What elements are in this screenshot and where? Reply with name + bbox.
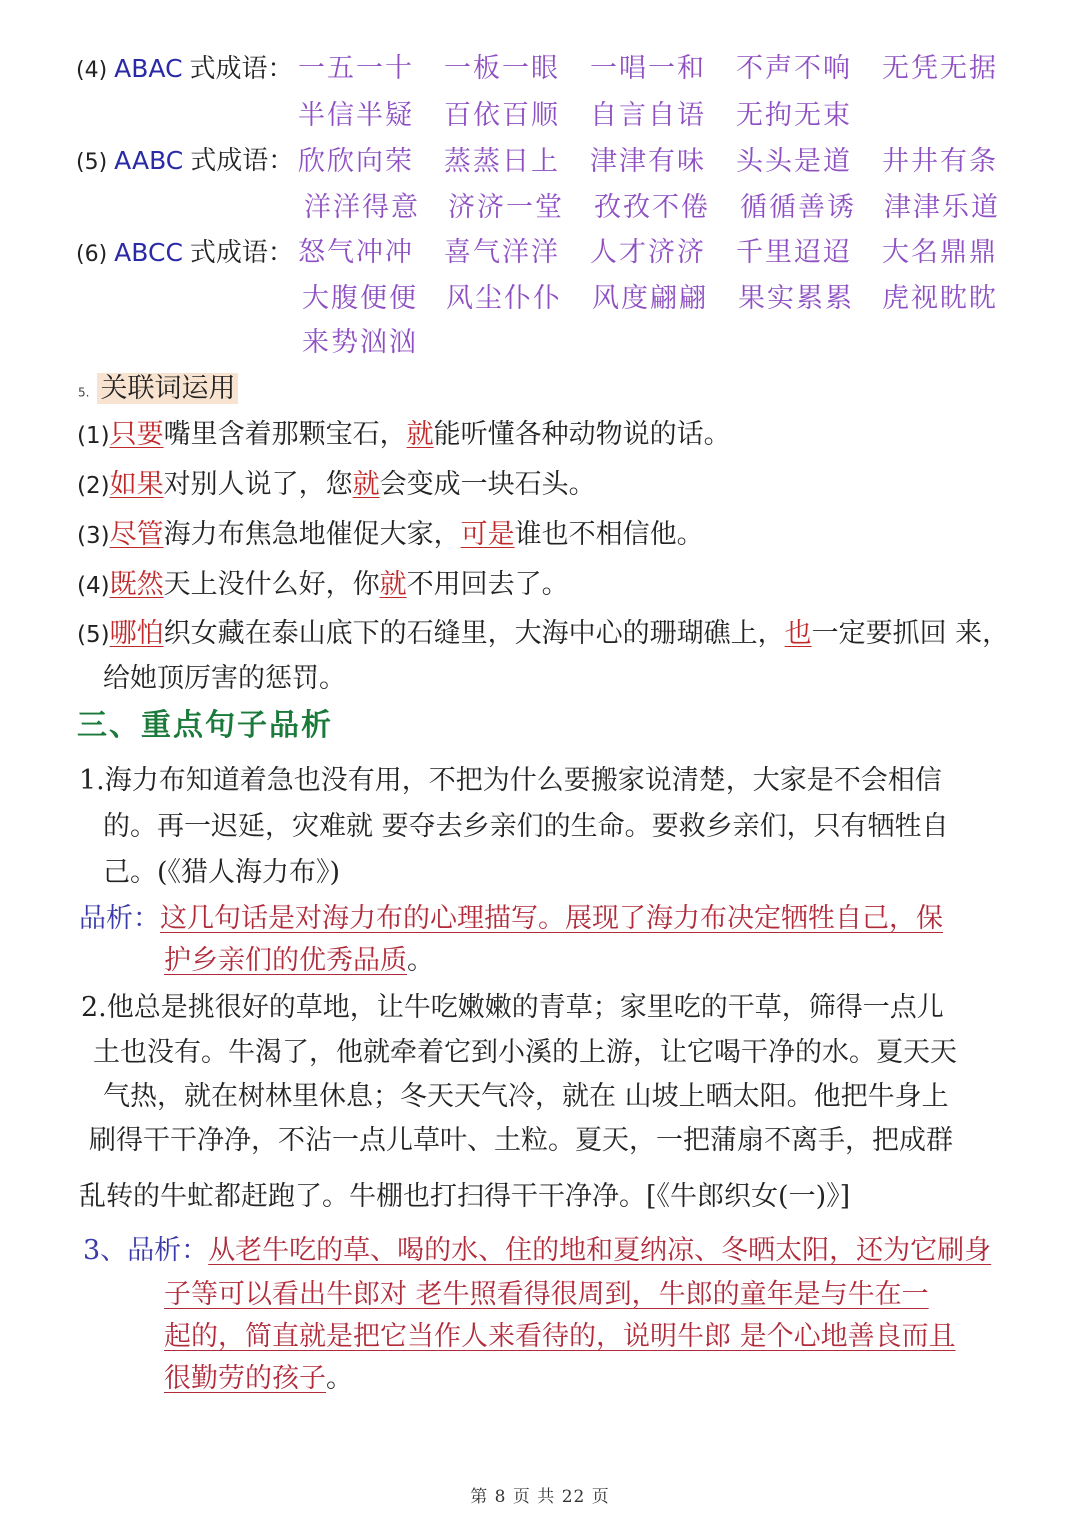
- idiom: 不声不响: [736, 53, 852, 84]
- idiom: 千里迢迢: [736, 237, 852, 268]
- group-pattern: ABCC: [114, 238, 183, 267]
- analysis-1: [79, 896, 943, 935]
- conjunction-word: 哪怕: [109, 618, 164, 649]
- sentence-text: 织女藏在泰山底下的石缝里，大海中心的珊瑚礁上，: [163, 618, 785, 649]
- sentence-number: (2): [77, 473, 110, 499]
- analysis-text: 起的，简直就是把它当作人来看待的，说明牛郎 是个心地善良而且: [164, 1321, 956, 1352]
- idiom: 一唱一和: [590, 53, 706, 84]
- conjunction-word: 也: [784, 618, 812, 649]
- key-sentence-1-line: 1.海力布知道着急也没有用，不把为什么要搬家说清楚，大家是不会相信: [79, 765, 942, 796]
- idiom: 喜气洋洋: [444, 237, 560, 268]
- idiom: 无凭无据: [882, 53, 998, 84]
- analysis-text: 子等可以看出牛郎对 老牛照看得很周到，牛郎的童年是与牛在一: [164, 1279, 929, 1310]
- sentence-text: 海力布焦急地催促大家，: [163, 519, 461, 550]
- idiom: 风度翩翩: [592, 283, 708, 314]
- idiom: 洋洋得意: [304, 192, 420, 223]
- idiom: 津津有味: [590, 146, 706, 177]
- idiom: 果实累累: [738, 283, 854, 314]
- analysis-text: 从老牛吃的草、喝的水、住的地和夏纳凉、冬晒太阳，还为它刷身: [208, 1235, 992, 1266]
- idiom: 津津乐道: [884, 192, 1000, 223]
- conjunction-sentence-5-cont: 给她顶厉害的惩罚。: [103, 663, 346, 694]
- idiom: 人才济济: [590, 237, 706, 268]
- group-number: (5): [76, 150, 108, 175]
- idiom: 风尘仆仆: [446, 283, 562, 314]
- idiom: 大腹便便: [302, 283, 418, 314]
- analysis-3-line: [164, 1272, 929, 1311]
- sentence-text: 不用回去了。: [406, 569, 569, 600]
- idiom: 无拘无束: [736, 100, 852, 131]
- idiom: 虎视眈眈: [882, 283, 998, 314]
- section-number: 5.: [78, 385, 90, 400]
- key-sentence-2-line: 2.他总是挑很好的草地，让牛吃嫩嫩的青草；家里吃的干草，筛得一点儿: [81, 992, 944, 1023]
- conjunction-word: 就: [379, 569, 407, 600]
- sentence-number: (3): [77, 523, 110, 549]
- group-pattern: ABAC: [114, 54, 183, 83]
- idiom: 来势汹汹: [302, 327, 418, 358]
- analysis-1-cont: [164, 938, 434, 977]
- idiom: 循循善诱: [740, 192, 856, 223]
- analysis-text: 这几句话是对海力布的心理描写。展现了海力布决定牺牲自己，保: [160, 903, 943, 934]
- conjunction-word: 既然: [109, 569, 164, 600]
- sentence-number: (5): [77, 622, 110, 648]
- sentence-text: 对别人说了，您: [163, 469, 353, 500]
- conjunction-word: 就: [352, 469, 380, 500]
- key-sentence-2-line: 乱转的牛虻都赶跑了。牛棚也打扫得干干净净。[《牛郎织女(一)》]: [79, 1181, 851, 1212]
- conjunction-word: 如果: [109, 469, 164, 500]
- group-kind: 式成语：: [189, 238, 294, 268]
- idiom: 济济一堂: [448, 192, 564, 223]
- conjunction-word: 可是: [460, 519, 515, 550]
- idiom: 一五一十: [298, 53, 414, 84]
- conjunction-sentence-3: [77, 512, 704, 551]
- sentence-text: 一定要抓回 来，: [811, 618, 1010, 649]
- group-number: (6): [76, 242, 108, 267]
- analysis-number: 3、: [83, 1235, 128, 1266]
- conjunction-word: 尽管: [109, 519, 164, 550]
- sentence-text: 能听懂各种动物说的话。: [433, 419, 731, 450]
- conjunction-sentence-2: [77, 462, 596, 501]
- conjunction-word: 只要: [109, 419, 164, 450]
- sentence-number: (1): [77, 423, 110, 449]
- idiom-group-label-4: [76, 48, 294, 85]
- key-sentence-2-line: 土也没有。牛渴了，他就牵着它到小溪的上游，让它喝干净的水。夏天天: [93, 1037, 957, 1068]
- idiom: 大名鼎鼎: [882, 237, 998, 268]
- section-heading-conjunctions: [78, 366, 238, 402]
- idiom: 怒气冲冲: [298, 237, 414, 268]
- idiom: 孜孜不倦: [594, 192, 710, 223]
- key-sentence-2-line: 刷得干干净净，不沾一点儿草叶、土粒。夏天，一把蒲扇不离手，把成群: [89, 1125, 953, 1156]
- sentence-number: (4): [77, 573, 110, 599]
- idiom: 欣欣向荣: [298, 146, 414, 177]
- analysis-3: [83, 1228, 991, 1267]
- section-title: 关联词运用: [97, 373, 238, 404]
- conjunction-word: 就: [406, 419, 434, 450]
- page-footer: 第 8 页 共 22 页: [470, 1487, 610, 1507]
- idiom-group-label-5: [76, 140, 294, 177]
- group-kind: 式成语：: [189, 54, 294, 84]
- idiom: 头头是道: [736, 146, 852, 177]
- idiom-group-label-6: [76, 232, 294, 269]
- sentence-text: 嘴里含着那颗宝石，: [163, 419, 407, 450]
- idiom: 井井有条: [882, 146, 998, 177]
- sentence-text: 谁也不相信他。: [514, 519, 704, 550]
- idiom: 自言自语: [590, 100, 706, 131]
- sentence-text: 会变成一块石头。: [379, 469, 596, 500]
- analysis-3-line: [164, 1314, 956, 1353]
- analysis-end: 。: [326, 1363, 353, 1394]
- group-pattern: AABC: [114, 146, 184, 175]
- analysis-end: 。: [407, 945, 434, 976]
- conjunction-sentence-5: [77, 611, 1009, 650]
- idiom: 一板一眼: [444, 53, 560, 84]
- analysis-text: 很勤劳的孩子: [164, 1363, 326, 1394]
- idiom: 蒸蒸日上: [444, 146, 560, 177]
- key-sentence-1-line: 己。(《猎人海力布》): [103, 857, 341, 888]
- key-sentence-2-line: 气热，就在树林里休息；冬天天气冷，就在 山坡上晒太阳。他把牛身上: [103, 1081, 949, 1112]
- idiom: 百依百顺: [444, 100, 560, 131]
- group-kind: 式成语：: [190, 146, 295, 176]
- analysis-label: 品析：: [127, 1235, 209, 1266]
- group-number: (4): [76, 58, 108, 83]
- key-sentence-1-line: 的。再一迟延，灾难就 要夺去乡亲们的生命。要救乡亲们，只有牺牲自: [103, 811, 949, 842]
- sentence-text: 天上没什么好，你: [163, 569, 380, 600]
- idiom: 半信半疑: [298, 100, 414, 131]
- section-heading-key-sentences: 三、重点句子品析: [77, 708, 333, 743]
- conjunction-sentence-1: [77, 412, 731, 451]
- analysis-text: 护乡亲们的优秀品质: [164, 945, 407, 976]
- analysis-label: 品析：: [79, 903, 160, 934]
- conjunction-sentence-4: [77, 562, 569, 601]
- analysis-3-line: [164, 1356, 353, 1395]
